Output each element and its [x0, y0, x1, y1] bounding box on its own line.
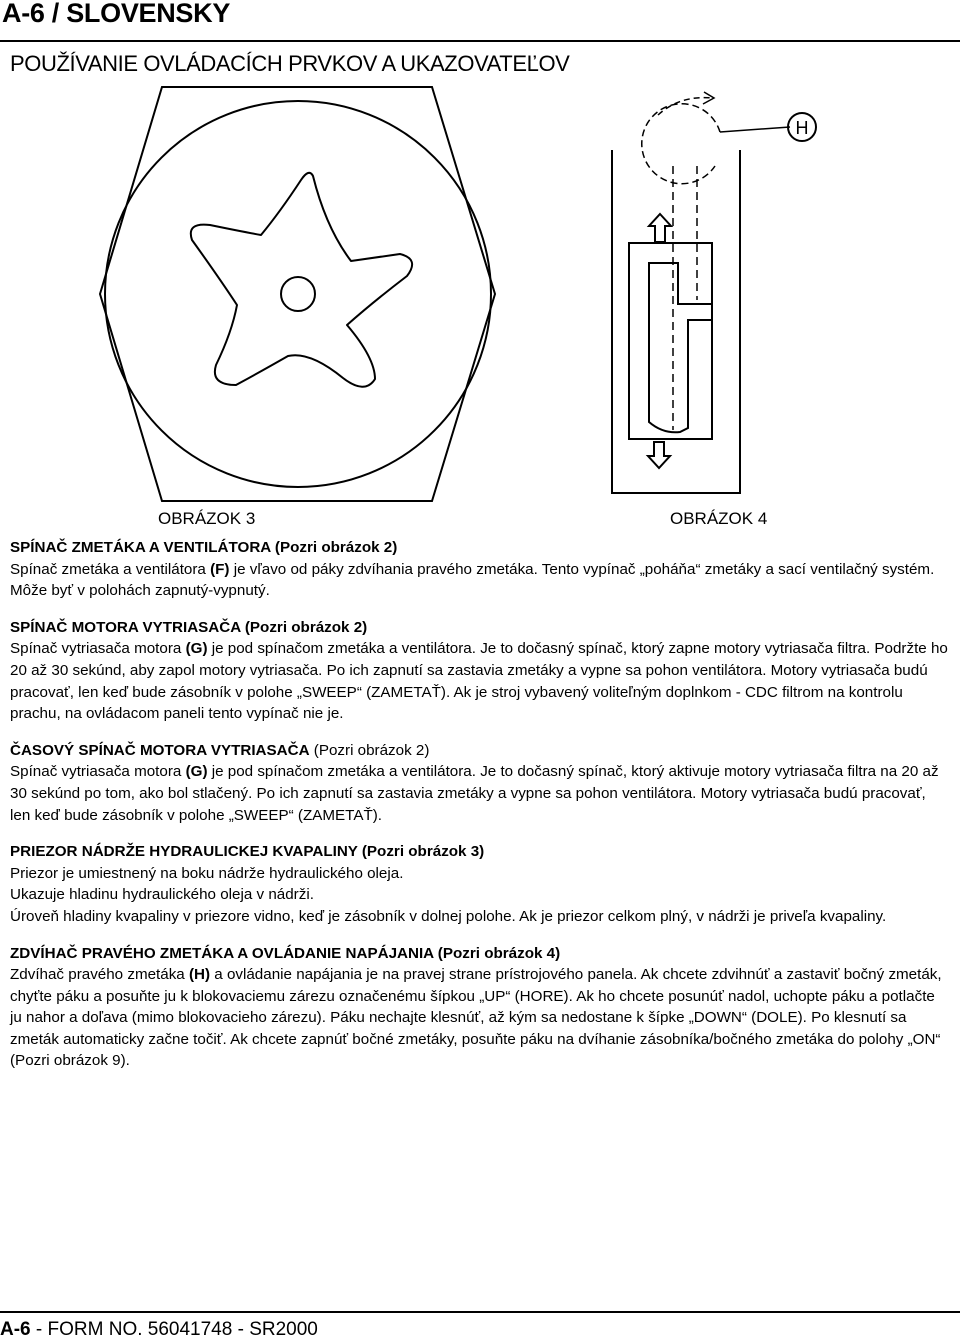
text-run: je vľavo od páky zdvíhania pravého zmetáka. Tento vypínač „poháňa“ zmetáky a sací ventilačný systém. Môže byť v polohách zapnutý-vypnutý.: [10, 560, 935, 600]
section-heading: SPÍNAČ ZMETÁKA A VENTILÁTORA (Pozri obrázok 2): [10, 539, 398, 556]
text-run-bold: (G): [185, 763, 208, 781]
text-run: je pod spínačom zmetáka a ventilátora. Je to dočasný spínač, ktorý aktivuje motory vytriasača filtra na 20 až 30 sekúnd po tom, ako bol stlačený. Po ich zapnutí sa zastavia zmetáky a vypne sa pohon ventilátora. Motory vytriasača budú pracovať, len keď bude zásobník v polohe „SWEEP“ (ZAMETAŤ).: [10, 763, 939, 824]
section-right-sweeper-lift: [10, 943, 950, 1073]
text-run: Spínač vytriasača motora: [10, 640, 186, 658]
section-heading: [10, 740, 950, 762]
footer-divider: [0, 1311, 960, 1313]
section-heading: ZDVÍHAČ PRAVÉHO ZMETÁKA A OVLÁDANIE NAPÁJANIA (Pozri obrázok 4): [10, 944, 561, 962]
section-heading: SPÍNAČ MOTORA VYTRIASAČA (Pozri obrázok 2): [10, 618, 368, 636]
section-line: Ukazuje hladinu hydraulického oleja v nádrži.: [10, 886, 314, 904]
section-paragraph: [10, 559, 950, 602]
figure-3-caption: OBRÁZOK 3: [158, 509, 256, 528]
figure-4-down-arrow: [648, 442, 670, 468]
figure-4-slot-inner: [649, 263, 712, 432]
figure-3-circle: [105, 101, 491, 487]
text-run: Spínač zmetáka a ventilátora: [10, 560, 211, 578]
figure-4-callout-label: H: [795, 118, 809, 138]
body-text: [10, 537, 950, 1087]
section-paragraph: [10, 964, 950, 1072]
figure-3-hexagon: [100, 87, 495, 501]
section-title: POUŽÍVANIE OVLÁDACÍCH PRVKOV A UKAZOVATEĽOV: [10, 51, 570, 76]
section-hydraulic-sight-glass: [10, 841, 950, 927]
section-paragraph: [10, 638, 950, 724]
figure-3-star-knob: [191, 173, 412, 387]
section-timed-shaker-switch: [10, 740, 950, 826]
section-heading: PRIEZOR NÁDRŽE HYDRAULICKEJ KVAPALINY (Pozri obrázok 3): [10, 843, 485, 861]
text-run: (Pozri obrázok 2): [309, 741, 430, 759]
section-sweeper-fan-switch: [10, 537, 950, 602]
footer-form-number: - FORM NO. 56041748 - SR2000: [30, 1319, 318, 1340]
section-line: Úroveň hladiny kvapaliny v priezore vidno, keď je zásobník v dolnej polohe. Ak je priezor celkom plný, v nádrži je priveľa kvapaliny.: [10, 907, 887, 925]
figure-4-lever-stem: [673, 166, 697, 430]
section-shaker-motor-switch: [10, 617, 950, 725]
page-footer: [0, 1319, 318, 1341]
figure-4-slot-outer: [629, 243, 712, 439]
text-run: a ovládanie napájania je na pravej strane prístrojového panela. Ak chcete zdvihnúť a zastaviť bočný zmeták, chyťte páku a posuňte ju k blokovaciemu zárezu označenému šípkou „UP“ (HORE). Ak ho chcete posunúť nadol, uchopte páku a potlačte ju nahor a doľava (mimo blokovacieho zárezu). Páku nechajte klesnúť, až kým sa nedostane k šípke „DOWN“ (DOLE). Po klesnutí sa zmeták automaticky začne točiť. Ak chcete zapnúť bočné zmetáky, posuňte páku na dvíhanie zásobníka/bočného zmetáka do polohy „ON“ (Pozri obrázok 9).: [10, 966, 942, 1070]
figure-3-center-hole: [281, 277, 315, 311]
text-run: Zdvíhač pravého zmetáka: [10, 966, 189, 984]
figure-4-up-arrow: [649, 214, 671, 242]
section-paragraph: [10, 761, 950, 826]
text-run-bold: ČASOVÝ SPÍNAČ MOTORA VYTRIASAČA: [10, 741, 310, 759]
page-header-title: A-6 / SLOVENSKY: [2, 0, 231, 28]
figure-4-lever-drawing: [600, 86, 830, 500]
page-header: [0, 0, 960, 42]
figure-4-lever-circle: [642, 104, 720, 184]
figure-3-sight-glass-drawing: [40, 86, 550, 506]
text-run-bold: (F): [210, 560, 230, 578]
text-run-bold: (G): [185, 640, 208, 658]
figure-4-caption: OBRÁZOK 4: [670, 509, 768, 528]
footer-page-number: A-6: [0, 1319, 31, 1340]
figure-4-panel-outline: [612, 150, 740, 493]
text-run: je pod spínačom zmetáka a ventilátora. Je to dočasný spínač, ktorý zapne motory vytriasača filtra. Podržte ho 20 až 30 sekúnd, aby zapol motory vytriasača. Po ich zapnutí sa zastavia zmetáky a vypne sa pohon ventilátora. Motory vytriasača budú pracovať, len keď bude zásobník v polohe „SWEEP“ (ZAMETAŤ). Ak je stroj vybavený voliteľným doplnkom - CDC filtrom na kontrolu prachu, na ovládacom paneli tento vypínač nie je.: [10, 640, 948, 723]
section-line: Priezor je umiestnený na boku nádrže hydraulického oleja.: [10, 864, 404, 882]
text-run: Spínač vytriasača motora: [10, 763, 186, 781]
text-run-bold: (H): [188, 966, 211, 984]
